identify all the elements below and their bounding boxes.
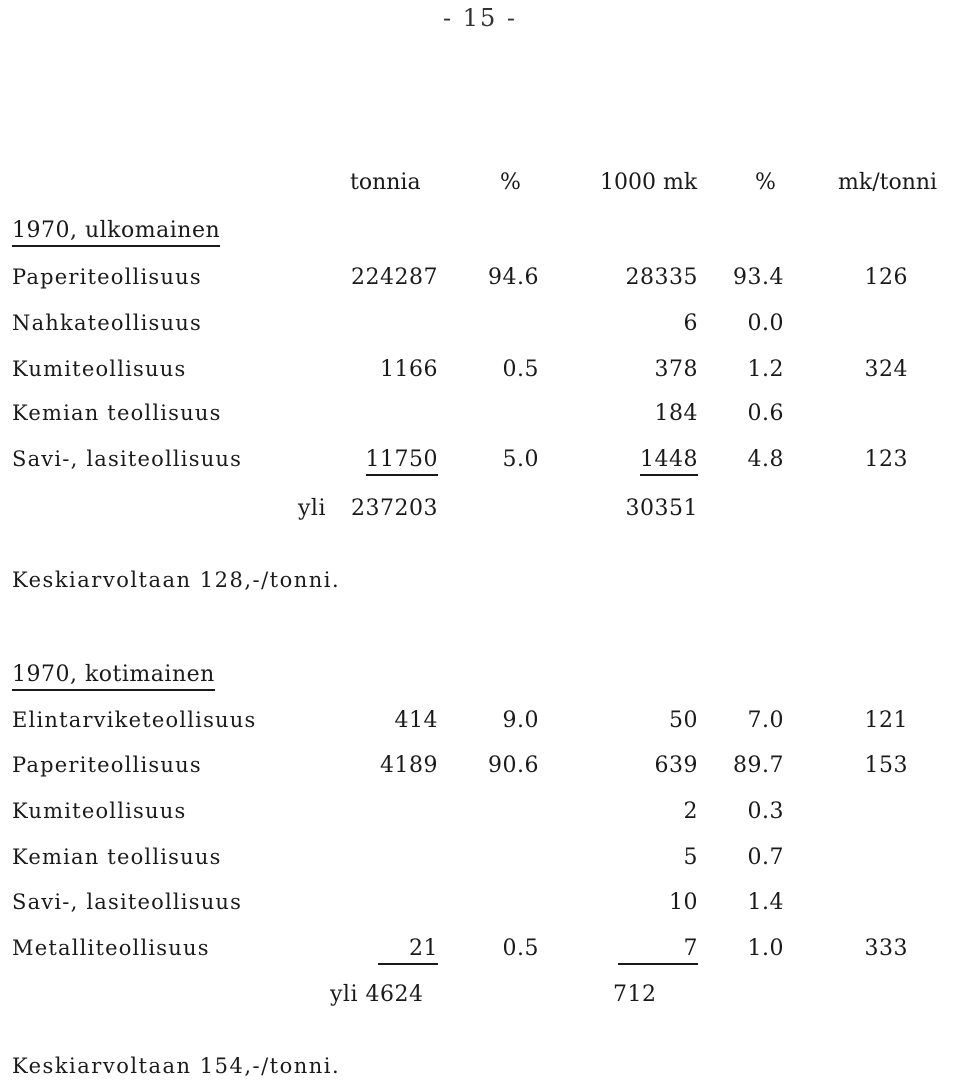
- section-title-kotimainen: 1970, kotimainen: [12, 662, 215, 691]
- total-mk: 30351: [625, 496, 698, 521]
- cell-percent-mk: 0.0: [747, 311, 784, 336]
- row-label: Nahkateollisuus: [12, 311, 202, 335]
- cell-mk: 28335: [625, 265, 698, 290]
- row-label: Savi-, lasiteollisuus: [12, 890, 243, 914]
- cell-mk: 7: [618, 936, 698, 965]
- row-label: Kemian teollisuus: [12, 845, 222, 869]
- row-label: Kumiteollisuus: [12, 799, 187, 823]
- cell-tonnia: 4189: [380, 753, 438, 778]
- cell-percent-mk: 89.7: [733, 753, 784, 778]
- header-tonnia: tonnia: [350, 170, 421, 195]
- cell-tonnia: 11750: [366, 447, 439, 476]
- row-label: Paperiteollisuus: [12, 265, 202, 289]
- cell-mk: 1448: [640, 447, 698, 476]
- header-mk-per-tonni: mk/tonni: [838, 170, 938, 195]
- cell-mk: 5: [683, 845, 698, 870]
- cell-mk: 184: [654, 401, 698, 426]
- cell-percent-mk: 1.4: [747, 890, 784, 915]
- cell-percent-mk: 1.0: [747, 936, 784, 961]
- cell-mk: 378: [654, 357, 698, 382]
- cell-percent-mk: 0.3: [747, 799, 784, 824]
- row-label: Metalliteollisuus: [12, 936, 210, 960]
- cell-mk: 639: [654, 753, 698, 778]
- cell-percent-mk: 0.7: [747, 845, 784, 870]
- cell-percent: 0.5: [502, 936, 539, 961]
- cell-mk: 6: [683, 311, 698, 336]
- total-tonnia: yli 4624: [330, 982, 424, 1007]
- row-label: Paperiteollisuus: [12, 753, 202, 777]
- cell-percent-mk: 7.0: [747, 708, 784, 733]
- cell-percent-mk: 0.6: [747, 401, 784, 426]
- cell-percent: 9.0: [502, 708, 539, 733]
- row-label: Kumiteollisuus: [12, 357, 187, 381]
- cell-percent-mk: 93.4: [733, 265, 784, 290]
- row-label: Savi-, lasiteollisuus: [12, 447, 243, 471]
- row-label: Elintarviketeollisuus: [12, 708, 257, 732]
- cell-tonnia: 1166: [380, 357, 438, 382]
- header-1000-mk: 1000 mk: [600, 170, 698, 195]
- header-percent-2: %: [755, 170, 776, 195]
- section-title-ulkomainen: 1970, ulkomainen: [12, 218, 220, 247]
- cell-percent-mk: 4.8: [747, 447, 784, 472]
- cell-mk: 50: [669, 708, 698, 733]
- row-label: Kemian teollisuus: [12, 401, 222, 425]
- cell-tonnia: 224287: [351, 265, 438, 290]
- cell-mk-per-tonni: 121: [864, 708, 908, 733]
- cell-percent: 94.6: [488, 265, 539, 290]
- cell-percent: 90.6: [488, 753, 539, 778]
- cell-tonnia: 21: [378, 936, 438, 965]
- total-mk: 712: [613, 982, 657, 1007]
- page-number: - 15 -: [442, 4, 517, 32]
- total-prefix: yli: [298, 496, 327, 521]
- cell-percent-mk: 1.2: [747, 357, 784, 382]
- cell-mk-per-tonni: 324: [864, 357, 908, 382]
- average-note: Keskiarvoltaan 128,-/tonni.: [12, 568, 341, 592]
- cell-mk: 2: [683, 799, 698, 824]
- cell-percent: 0.5: [502, 357, 539, 382]
- header-percent-1: %: [500, 170, 521, 195]
- cell-mk: 10: [669, 890, 698, 915]
- average-note: Keskiarvoltaan 154,-/tonni.: [12, 1054, 341, 1078]
- cell-mk-per-tonni: 126: [864, 265, 908, 290]
- cell-mk-per-tonni: 123: [864, 447, 908, 472]
- cell-percent: 5.0: [502, 447, 539, 472]
- cell-mk-per-tonni: 333: [864, 936, 908, 961]
- cell-tonnia: 414: [394, 708, 438, 733]
- total-tonnia: 237203: [351, 496, 438, 521]
- cell-mk-per-tonni: 153: [864, 753, 908, 778]
